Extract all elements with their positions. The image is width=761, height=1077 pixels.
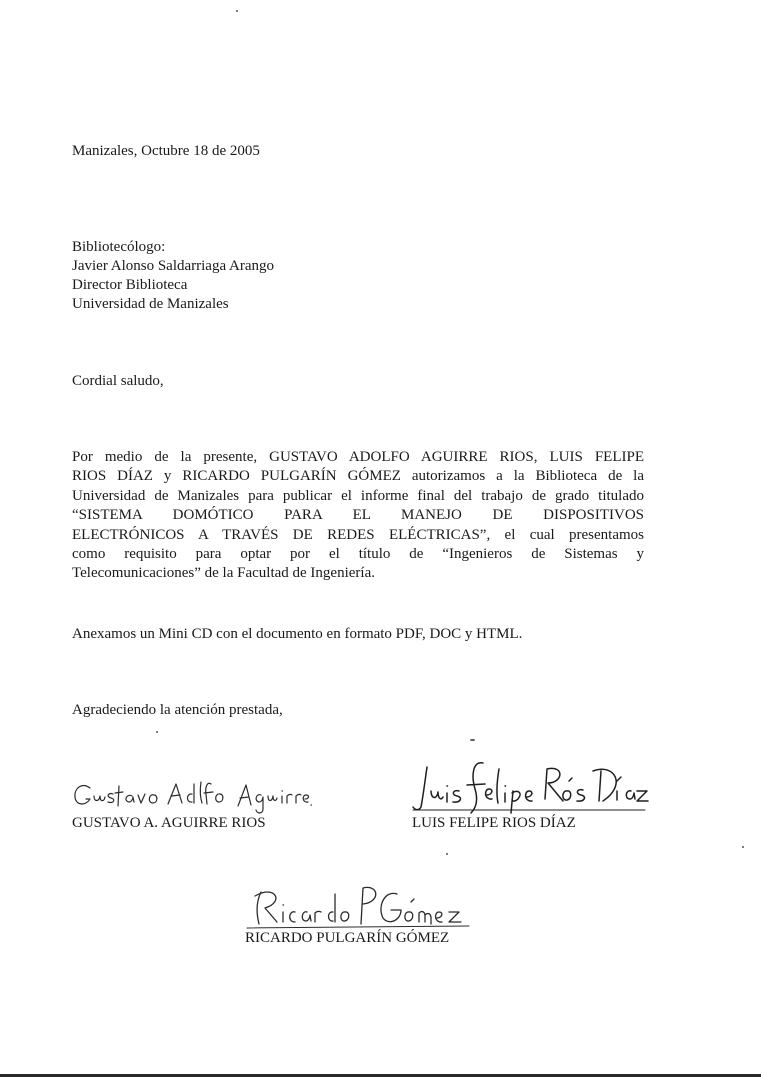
attachment-note: Anexamos un Mini CD con el documento en formato PDF, DOC y HTML.	[72, 626, 523, 642]
closing-line: Agradeciendo la atención prestada,	[72, 702, 283, 718]
greeting: Cordial saludo,	[72, 373, 164, 389]
signatory-name-gustavo: GUSTAVO A. AGUIRRE RIOS	[72, 815, 266, 831]
scan-speck	[470, 739, 475, 741]
scan-speck	[742, 846, 744, 848]
date-line: Manizales, Octubre 18 de 2005	[72, 143, 260, 159]
body-line: Por medio de la presente, GUSTAVO ADOLFO AGUIRRE RIOS, LUIS FELIPE	[72, 449, 644, 465]
handwritten-signature-gustavo	[68, 770, 318, 820]
recipient-name: Javier Alonso Saldarriaga Arango	[72, 258, 275, 274]
recipient-institution: Universidad de Manizales	[72, 296, 229, 312]
signatory-name-ricardo: RICARDO PULGARÍN GÓMEZ	[245, 930, 450, 946]
signatory-name-luis: LUIS FELIPE RIOS DÍAZ	[412, 815, 576, 831]
handwritten-signature-ricardo	[245, 880, 475, 932]
body-line: Universidad de Manizales para publicar el informe final del trabajo de grado titulado	[72, 487, 644, 504]
scan-speck	[156, 731, 158, 733]
scan-speck	[446, 853, 448, 855]
body-line: “SISTEMA DOMÓTICO PARA EL MANEJO DE DISPOSITIVOS	[72, 507, 644, 524]
recipient-title: Bibliotecólogo:	[72, 239, 166, 255]
recipient-position: Director Biblioteca	[72, 277, 188, 293]
scan-speck	[236, 10, 238, 12]
body-line: RIOS DÍAZ y RICARDO PULGARÍN GÓMEZ autorizamos a la Biblioteca de la	[72, 468, 644, 485]
body-paragraph	[72, 448, 644, 584]
handwritten-signature-luis	[405, 755, 655, 817]
body-line: Telecomunicaciones” de la Facultad de Ingeniería.	[72, 565, 375, 582]
body-line: como requisito para optar por el título de “Ingenieros de Sistemas y	[72, 545, 644, 562]
body-line: ELECTRÓNICOS A TRAVÉS DE REDES ELÉCTRICAS”, el cual presentamos	[72, 526, 644, 543]
